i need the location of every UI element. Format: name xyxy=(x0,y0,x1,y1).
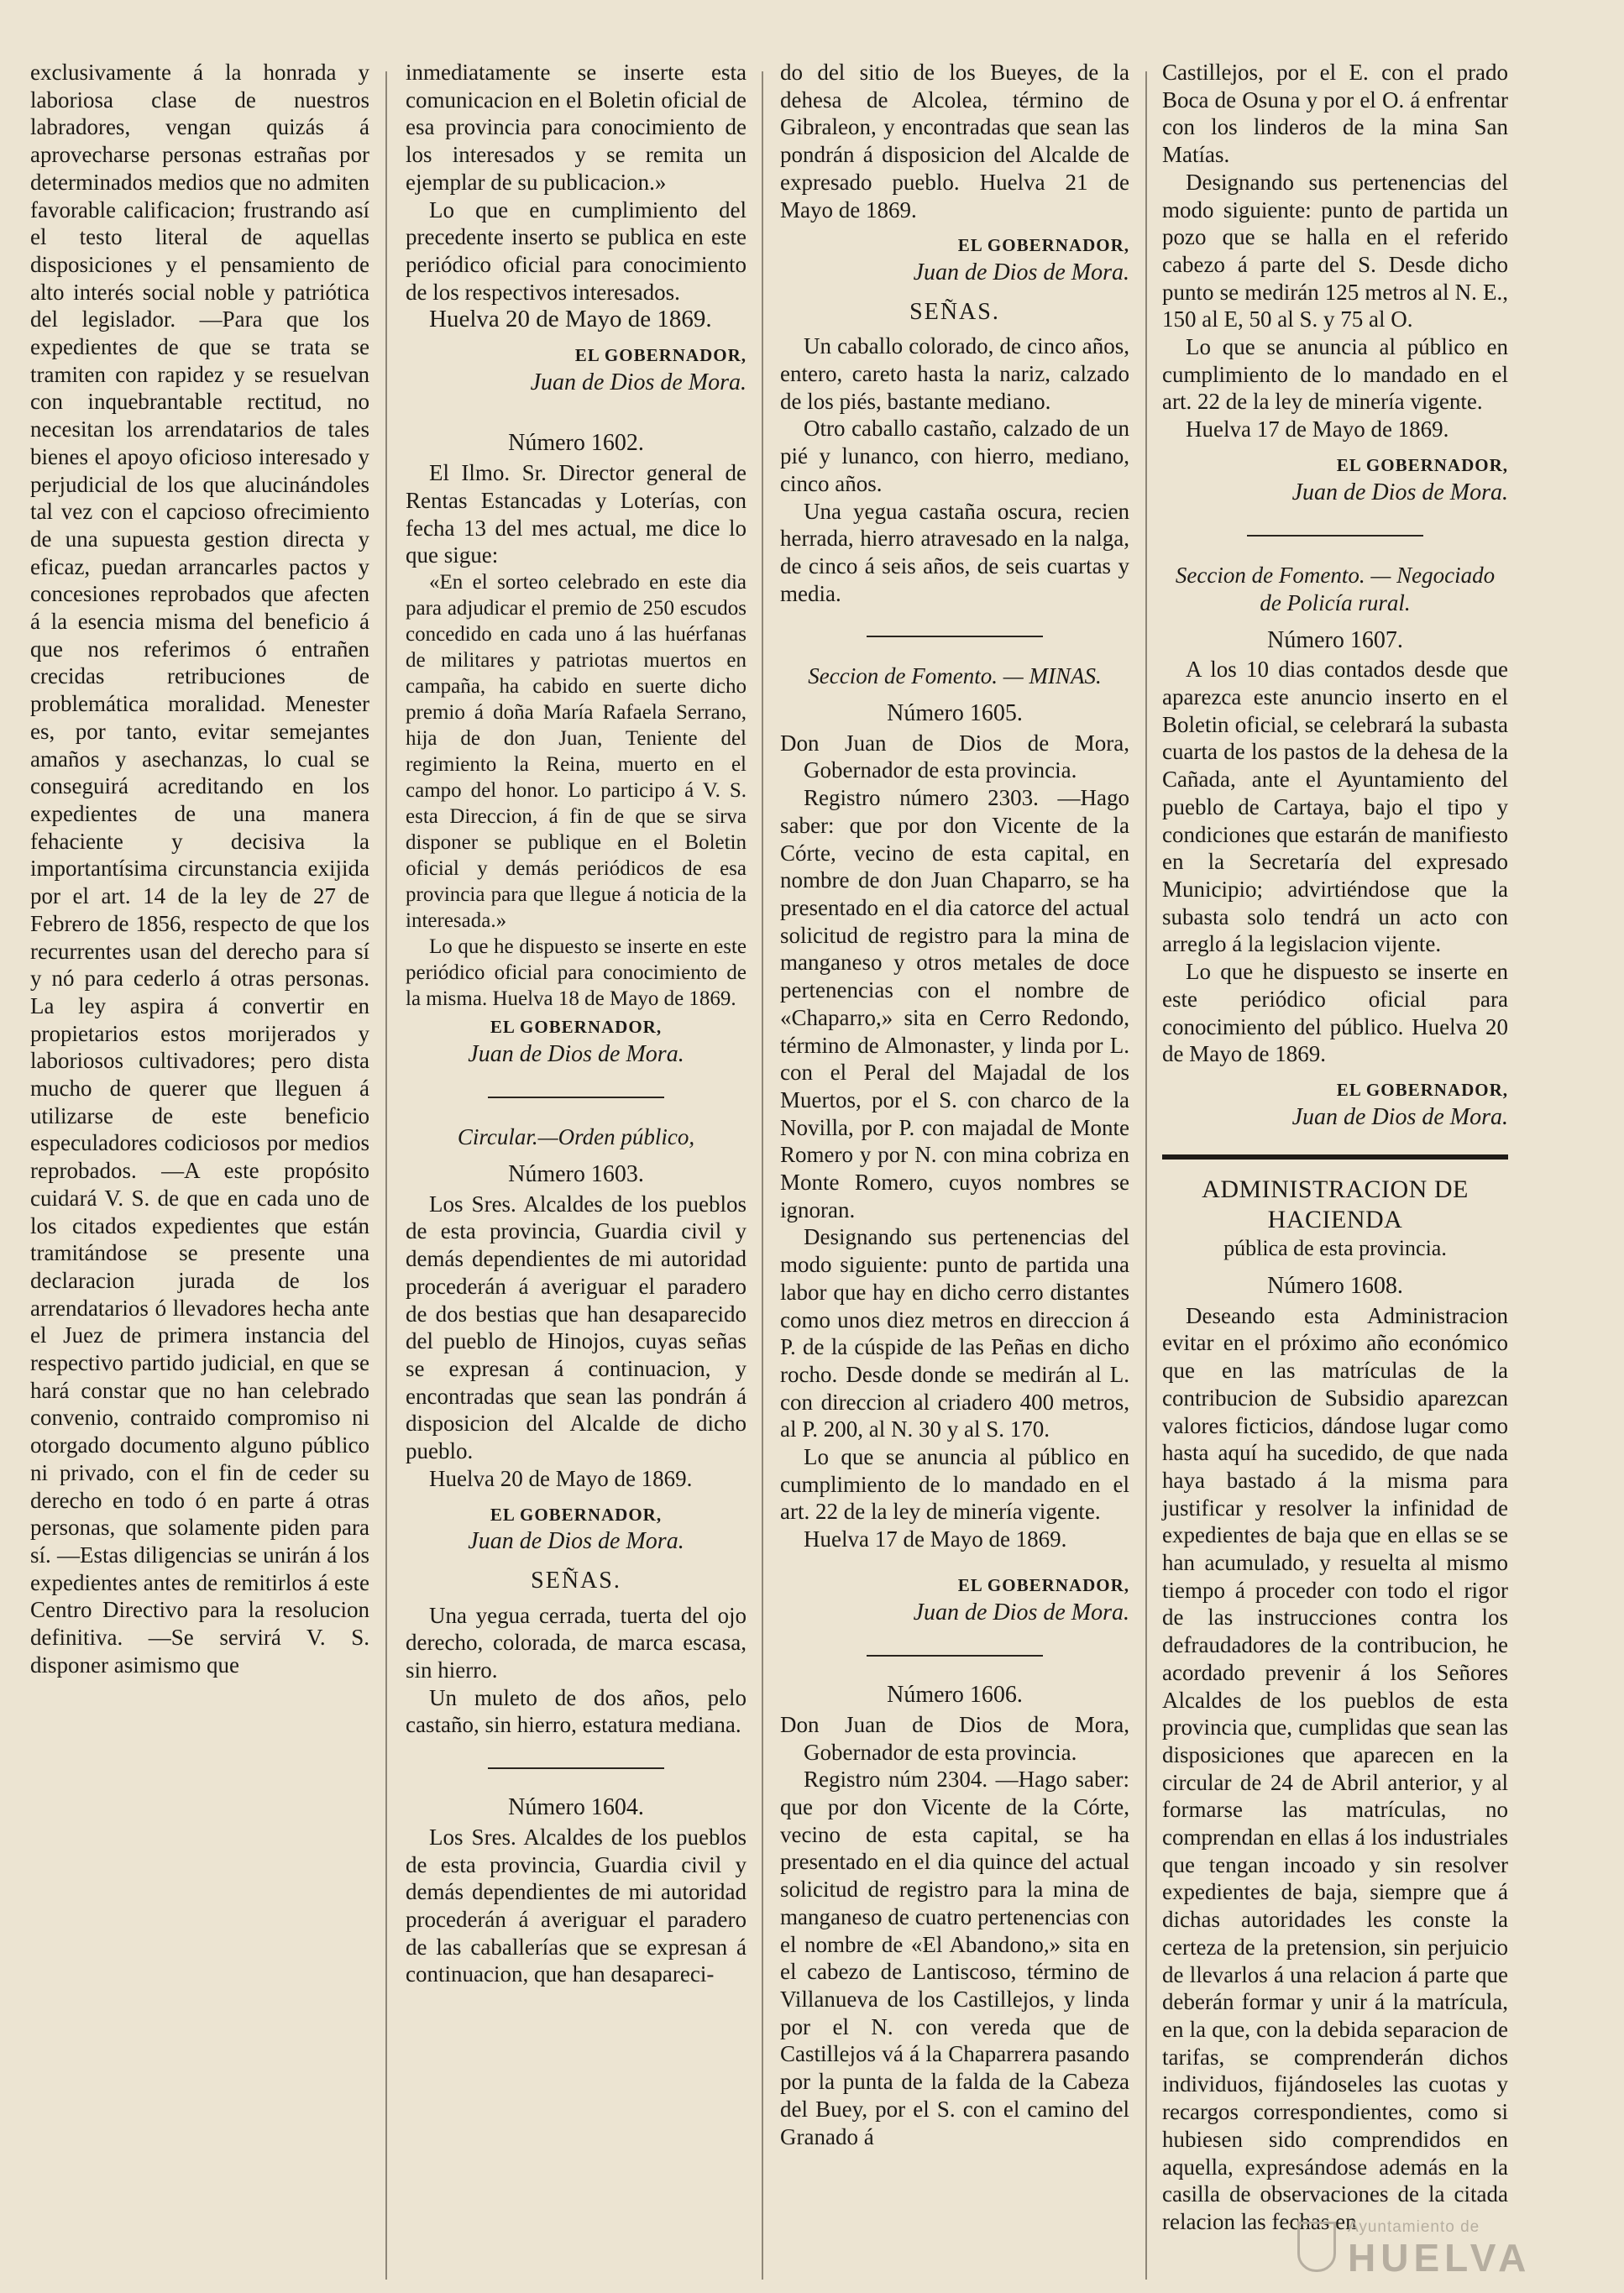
notice-number: Número 1603. xyxy=(508,1161,644,1188)
descriptions-heading: SEÑAS. xyxy=(909,298,1000,325)
date-line: Huelva 20 de Mayo de 1869. xyxy=(429,1465,693,1491)
body-paragraph: exclusivamente á la honrada y laboriosa clase de nuestros labradores, vengan quizás á aprovecharse personas estrañas por determinados medios que no admiten favorable calificacion; frustrando así el testo literal de aquellas disposiciones y el pensamiento de alto interés social noble y patriótica del legislador. —Para que los expedientes de que se trata se tramiten con rapidez y se resuelvan con inquebrantable rectitud, no necesitan los arrendatarios de tales bienes el apoyo oficioso interesado y perjudicial de los que alucinándoles tal vez con el capcioso ofrecimiento de una supuesta gestion directa y eficaz, puedan arrancarles pactos y concesiones reprobados que afecten á la esencia misma del beneficio á que nos referimos ó entrañen crecidas retribuciones de problemática moralidad. Menester es, por tanto, evitar semejantes amaños y asechanzas, lo cual se conseguirá acreditando en los expedientes de una manera fehaciente y decisiva la importantísima circunstancia exijida por el art. 14 de la ley de 27 de Febrero de 1856, respecto de que los recurrentes usan del derecho para sí y nó para cederlo á otras personas. La ley aspira á convertir en propietarios estos morijerados y laboriosos cultivadores; pero dista mucho de querer que lleguen á utilizarse de este beneficio especuladores codiciosos por medios reprobados. —A este propósito cuidará V. S. de que en cada uno de los citados expedientes que están tramitándose se presente una declaracion jurada de los arrendatarios ó llevadores hecha ante el Juez de primera instancia del respectivo partido judicial, en que se hará constar que no han celebrado convenio, contraido compromiso ni otorgado documento alguno público ni privado, con el fin de ceder su derecho en todo ó en parte á otras personas, que solamente piden para sí. —Estas diligencias se unirán á los expedientes antes de remitirlos á este Centro Directivo para la resolucion definitiva. —Se servirá V. S. disponer asimismo que xyxy=(30,60,369,1678)
date-line: Huelva 20 de Mayo de 1869. xyxy=(429,306,712,333)
notice-number: Número 1602. xyxy=(508,430,644,457)
body-paragraph: Registro número 2303. —Hago saber: que por don Vicente de la Córte, vecino de esta capital, en nombre de don Juan Chaparro, se ha presentado en el dia catorce del actual solicitud de registro para la mina de manganeso y otros metales de doce pertenencias con el nombre de «Chaparro,» sita en Cerro Redondo, término de Almonaster, y linda por L. con el Peral del Majadal de los Muertos, por el S. con charco de la Novilla, por P. con majadal de Monte Romero y por N. con mina cobriza en Monte Romero, cuyos nombres se ignoran. xyxy=(780,785,1129,1222)
quoted-paragraph: «En el sorteo celebrado en este dia para adjudicar el premio de 250 escudos concedido en cada uno á las huérfanas de militares y patriotas muertos en campaña, ha cabido en suerte dicho premio á doña María Rafaela Serrano, hija de don Juan, Teniente del regimiento la Reina, muerto en el campo del honor. Lo participo á V. S. esta Direccion, á fin de que se sirva disponer se publique en el Boletin oficial y demás periódicos de esa provincia para que llegue á noticia de la interesada.» xyxy=(406,570,747,932)
signature-name: Juan de Dios de Mora. xyxy=(913,1599,1129,1626)
section-title: ADMINISTRACION DE HACIENDA xyxy=(1202,1175,1469,1234)
body-paragraph: Lo que en cumplimiento del precedente inserto se publica en este periódico oficial para conocimiento de los respectivos interesados. xyxy=(406,196,747,305)
notice-header: Don Juan de Dios de Mora, Gobernador de esta provincia. xyxy=(780,1711,1129,1765)
body-paragraph: El Ilmo. Sr. Director general de Rentas Estancadas y Loterías, con fecha 13 del mes actual, me dice lo que sigue: xyxy=(406,460,747,568)
date-line: Huelva 17 de Mayo de 1869. xyxy=(804,1526,1067,1552)
signature-name: Juan de Dios de Mora. xyxy=(1291,479,1508,505)
notice-number: Número 1608. xyxy=(1267,1273,1403,1300)
signature-title: EL GOBERNADOR, xyxy=(1336,454,1508,475)
separator-rule xyxy=(1247,535,1423,537)
separator-rule xyxy=(867,1655,1043,1657)
separator-rule xyxy=(488,1097,664,1098)
body-paragraph: Los Sres. Alcaldes de los pueblos de esta provincia, Guardia civil y demás dependientes de mi autoridad procederán á averiguar el paradero de las caballerías que se expresan á continuacion, que han desapareci- xyxy=(406,1824,747,1987)
section-rule xyxy=(1162,1154,1508,1160)
shield-icon xyxy=(1297,2222,1336,2272)
body-paragraph: inmediatamente se inserte esta comunicacion en el Boletin oficial de esa provincia para conocimiento de los interesados y se remita un ejemplar de su publicacion.» xyxy=(406,60,747,195)
body-paragraph: Lo que se anuncia al público en cumplimiento de lo mandado en el art. 22 de la ley de minería vigente. xyxy=(1162,334,1508,415)
column-2 xyxy=(406,59,747,1988)
signature-title: EL GOBERNADOR, xyxy=(490,1016,663,1037)
notice-number: Número 1607. xyxy=(1267,626,1403,653)
column-1 xyxy=(30,59,369,1678)
signature-title: EL GOBERNADOR, xyxy=(957,1574,1129,1595)
column-divider xyxy=(1145,71,1147,2280)
section-heading: Circular.—Orden público, xyxy=(457,1124,695,1150)
signature-title: EL GOBERNADOR, xyxy=(1336,1079,1508,1100)
separator-rule xyxy=(488,1767,664,1769)
description-item: Una yegua castaña oscura, recien herrada, hierro atravesado en la nalga, de cinco á seis años, de seis cuartas y media. xyxy=(780,498,1129,606)
notice-number: Número 1605. xyxy=(887,700,1023,727)
body-paragraph: Lo que se anuncia al público en cumplimiento de lo mandado en el art. 22 de la ley de minería vigente. xyxy=(780,1444,1129,1525)
signature-name: Juan de Dios de Mora. xyxy=(1291,1103,1508,1130)
notice-number: Número 1606. xyxy=(887,1682,1023,1709)
body-paragraph: Deseando esta Administracion evitar en el próximo año económico que en las matrículas de la contribucion de Subsidio aparezcan valores ficticios, dándose lugar como hasta aquí ha sucedido, de que nada haya bastado á la misma para justificar y resolver la infinidad de expedientes de baja que en ellas se se han acumulado, y resuelta al mismo tiempo á proceder con todo el rigor de las instrucciones contra los defraudadores de la contribucion, he acordado prevenir á los Señores Alcaldes de los pueblos de esta provincia que, cumplidas que sean las disposiciones que aparecen en la circular de 24 de Abril anterior, y al formarse las matrículas, no comprendan en ellas á los industriales que tengan incoado y sin resolver expedientes de baja, siempre que á dichas autoridades les conste la certeza de la pretension, sin perjuicio de llevarlos á una relacion á parte que deberán formar y unir á la matrícula, en la que, con la debida separacion de tarifas, se comprenderán dichos individuos, fijándoseles las cuotas y recargos correspondientes, como si hubiesen sido comprendidos en aquella, expresándose además en la casilla de observaciones de la citada relacion las fechas en xyxy=(1162,1302,1508,2234)
signature-title: EL GOBERNADOR, xyxy=(574,345,747,366)
section-subtitle: pública de esta provincia. xyxy=(1223,1236,1447,1261)
descriptions-heading: SEÑAS. xyxy=(531,1567,621,1594)
body-paragraph: A los 10 dias contados desde que aparezca este anuncio inserto en el Boletin oficial, se celebrará la subasta cuarta de los pastos de la dehesa de la Cañada, ante el Ayuntamiento del pueblo de Cartaya, bajo el tipo y condiciones que estarán de manifiesto en la Secretaría del expresado Municipio; advirtiéndose que la subasta solo tendrá un acto con arreglo á la legislacion vijente. xyxy=(1162,657,1508,957)
signature-name: Juan de Dios de Mora. xyxy=(913,259,1129,285)
body-paragraph: do del sitio de los Bueyes, de la dehesa de Alcolea, término de Gibraleon, y encontradas que sean las pondrán á disposicion del Alcalde de expresado pueblo. Huelva 21 de Mayo de 1869. xyxy=(780,60,1129,222)
date-line: Huelva 17 de Mayo de 1869. xyxy=(1186,416,1449,442)
column-4 xyxy=(1162,59,1508,2236)
signature-name: Juan de Dios de Mora. xyxy=(468,1040,684,1067)
signature-title: EL GOBERNADOR, xyxy=(490,1504,663,1525)
description-item: Una yegua cerrada, tuerta del ojo derecho, colorada, de marca escasa, sin hierro. xyxy=(406,1602,747,1683)
signature-title: EL GOBERNADOR, xyxy=(957,235,1129,256)
body-paragraph: Lo que he dispuesto se inserte en este periódico oficial para conocimiento del público. Huelva 20 de Mayo de 1869. xyxy=(1162,959,1508,1067)
section-heading: Seccion de Fomento. — MINAS. xyxy=(808,663,1102,689)
body-paragraph: Registro núm 2304. —Hago saber: que por don Vicente de la Córte, vecino de esta capital, se ha presentado en el dia quince del actual solicitud de registro para la mina de manganeso de cuatro pertenencias con el nombre de «El Abandono,» sita en el cabezo de Lantiscoso, término de Villanueva de los Castillejos, y linda por el N. con vereda que de Castillejos vá á la Chaparrera pasando por la punta de la falda de la Cabeza del Buey, por el S. con el camino del Granado á xyxy=(780,1767,1129,2149)
section-heading: Seccion de Fomento. — Negociado de Policía rural. xyxy=(1175,563,1496,615)
watermark-line-1: Ayuntamiento de xyxy=(1348,2218,1480,2236)
column-divider xyxy=(762,71,763,2280)
body-paragraph: Designando sus pertenencias del modo siguiente: punto de partida una labor que hay en dicho cerro distantes como unos diez metros en direccion á P. de la cúspide de las Peñas en dicho rocho. Desde donde se medirán al L. con direccion al criadero 400 metros, al P. 200, al N. 30 y al S. 170. xyxy=(780,1224,1129,1442)
body-paragraph: Designando sus pertenencias del modo siguiente: punto de partida un pozo que se halla en el referido cabezo á parte del S. Desde dicho punto se medirán 125 metros al N. E., 150 al E, 50 al S. y 75 al O. xyxy=(1162,169,1508,332)
description-item: Otro caballo castaño, calzado de un pié y lunanco, con hierro, mediano, cinco años. xyxy=(780,416,1129,496)
description-item: Un muleto de dos años, pelo castaño, sin hierro, estatura mediana. xyxy=(406,1684,747,1738)
archive-watermark xyxy=(1297,2215,1600,2282)
column-3 xyxy=(780,59,1129,2150)
signature-name: Juan de Dios de Mora. xyxy=(468,1528,684,1555)
notice-number: Número 1604. xyxy=(508,1794,644,1821)
description-item: Un caballo colorado, de cinco años, entero, careto hasta la nariz, calzado de los piés, bastante mediano. xyxy=(780,333,1129,414)
body-paragraph: Los Sres. Alcaldes de los pueblos de esta provincia, Guardia civil y demás dependientes de mi autoridad procederán á averiguar el paradero de dos bestias que han desaparecido del pueblo de Hinojos, cuyas señas se expresan á continuacion, y encontradas que sean las pondrán á disposicion del Alcalde de dicho pueblo. xyxy=(406,1191,747,1464)
body-paragraph: Lo que he dispuesto se inserte en este periódico oficial para conocimiento de la misma. Huelva 18 de Mayo de 1869. xyxy=(406,934,747,1010)
signature-name: Juan de Dios de Mora. xyxy=(530,369,747,395)
notice-header: Don Juan de Dios de Mora, Gobernador de esta provincia. xyxy=(780,730,1129,783)
separator-rule xyxy=(867,636,1043,637)
body-paragraph: Castillejos, por el E. con el prado Boca de Osuna y por el O. á enfrentar con los linderos de la mina San Matías. xyxy=(1162,60,1508,168)
column-divider xyxy=(385,71,387,2280)
watermark-line-2: HUELVA xyxy=(1348,2236,1532,2280)
